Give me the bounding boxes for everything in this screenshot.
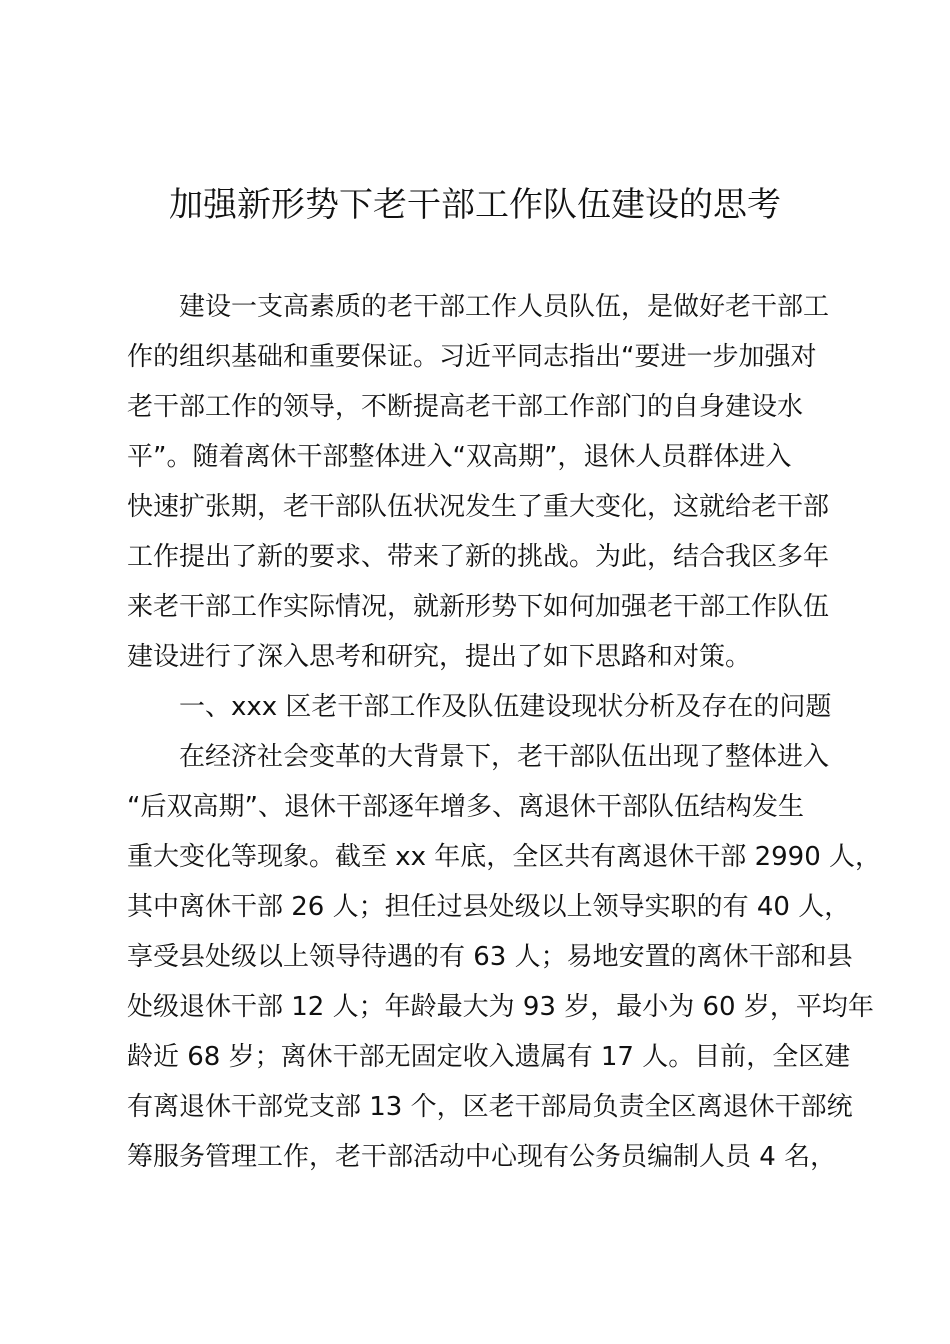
paragraph-line: 有离退休干部党支部 13 个，区老干部局负责全区离退休干部统: [127, 1092, 853, 1122]
document-body: [127, 282, 882, 1182]
paragraph-line: “后双高期”、退休干部逐年增多、离退休干部队伍结构发生: [127, 792, 804, 822]
paragraph-line: 快速扩张期，老干部队伍状况发生了重大变化，这就给老干部: [127, 492, 830, 522]
paragraph-line: 建设一支高素质的老干部工作人员队伍，是做好老干部工: [179, 292, 830, 322]
paragraph-line: 建设进行了深入思考和研究，提出了如下思路和对策。: [127, 642, 752, 672]
paragraph-line: 在经济社会变革的大背景下，老干部队伍出现了整体进入: [179, 742, 830, 772]
paragraph-line: 筹服务管理工作，老干部活动中心现有公务员编制人员 4 名，: [127, 1142, 837, 1172]
document-title: 加强新形势下老干部工作队伍建设的思考: [169, 185, 781, 225]
paragraph-line: 老干部工作的领导，不断提高老干部工作部门的自身建设水: [127, 392, 804, 422]
paragraph-line: 工作提出了新的要求、带来了新的挑战。为此，结合我区多年: [127, 542, 830, 572]
paragraph-line: 作的组织基础和重要保证。习近平同志指出“要进一步加强对: [127, 342, 817, 372]
paragraph-line: 龄近 68 岁；离休干部无固定收入遗属有 17 人。目前，全区建: [127, 1042, 851, 1072]
paragraph-line: 处级退休干部 12 人；年龄最大为 93 岁，最小为 60 岁，平均年: [127, 992, 874, 1022]
paragraph-line: 享受县处级以上领导待遇的有 63 人；易地安置的离休干部和县: [127, 942, 853, 972]
paragraph-line: 重大变化等现象。截至 xx 年底，全区共有离退休干部 2990 人，: [127, 842, 882, 872]
section-heading: 一、xxx 区老干部工作及队伍建设现状分析及存在的问题: [179, 692, 832, 722]
paragraph-line: 其中离休干部 26 人；担任过县处级以上领导实职的有 40 人，: [127, 892, 851, 922]
paragraph-line: 来老干部工作实际情况，就新形势下如何加强老干部工作队伍: [127, 592, 830, 622]
paragraph-line: 平”。随着离休干部整体进入“双高期”，退休人员群体进入: [127, 442, 792, 472]
